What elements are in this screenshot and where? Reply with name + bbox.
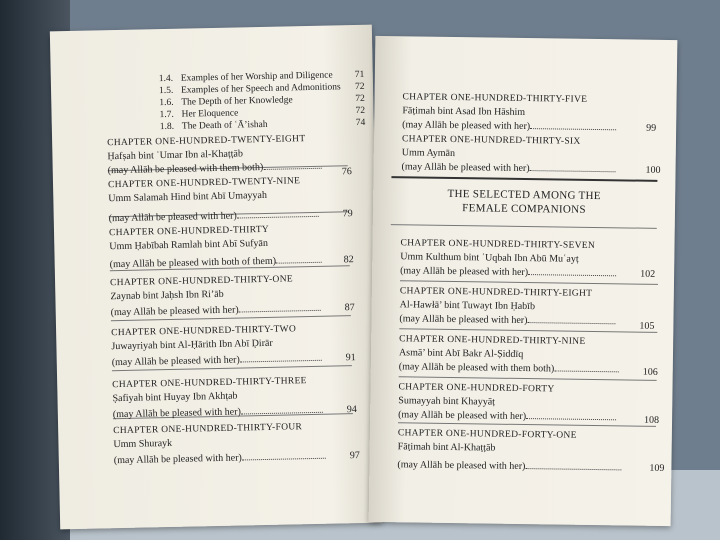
right-page xyxy=(369,36,678,526)
toc-entry-134: CHAPTER ONE-HUNDRED-THIRTY-FOUR Umm Shurayk (may Allāh be pleased with her) 97 xyxy=(113,422,360,467)
left-page xyxy=(50,25,382,530)
toc-entry-139: CHAPTER ONE-HUNDRED-THIRTY-NINE Asmā’ bint Abī Bakr Al-Ṣiddīq (may Allāh be pleased with them both) 106 xyxy=(398,334,658,378)
section-title: THE SELECTED AMONG THE FEMALE COMPANIONS xyxy=(447,187,601,216)
toc-entry-132: CHAPTER ONE-HUNDRED-THIRTY-TWO Juwayriyah bint Al-Ḥārith Ibn Abī Ḍirār (may Allāh be pleased with her) 91 xyxy=(111,324,356,369)
subsection-1-4: 1.4. Examples of her Worship and Diligence 71 xyxy=(158,69,365,85)
section-rule-top xyxy=(391,176,657,182)
toc-entry-140: CHAPTER ONE-HUNDRED-FORTY Sumayyah bint Khayyāṭ (may Allāh be pleased with her) 108 xyxy=(398,382,660,426)
toc-entry-131: CHAPTER ONE-HUNDRED-THIRTY-ONE Zaynab bint Jaḥsh Ibn Ri’āb (may Allāh be pleased with her) 87 xyxy=(110,274,355,319)
toc-entry-138: CHAPTER ONE-HUNDRED-THIRTY-EIGHT Al-Hawłā’ bint Tuwayt Ibn Ḥabīb (may Allāh be pleased with her) 105 xyxy=(399,286,655,332)
section-rule-bottom xyxy=(391,224,657,229)
toc-entry-133: CHAPTER ONE-HUNDRED-THIRTY-THREE Ṣafiyah bint Huyay Ibn Akhṭab (may Allāh be pleased with her) 94 xyxy=(112,376,357,421)
subsection-1-8: 1.8. The Death of ʿĀ’ishah 74 xyxy=(159,117,366,133)
toc-entry-137: CHAPTER ONE-HUNDRED-THIRTY-SEVEN Umm Kulthum bint ʿUqbah Ibn Abū Muʿayṭ (may Allāh be pleased with her) 102 xyxy=(400,238,656,280)
toc-entry-141: CHAPTER ONE-HUNDRED-FORTY-ONE Fāṭimah bint Al-Khaṭṭāb (may Allāh be pleased with her) 109 xyxy=(397,428,665,474)
subsection-1-7: 1.7. Her Eloquence 72 xyxy=(159,105,366,121)
toc-entry-128: CHAPTER ONE-HUNDRED-TWENTY-EIGHT Ḥafṣah bint ʿUmar Ibn al-Khaṭṭāb (may Allāh be pleased with them both) 76 xyxy=(107,134,352,178)
toc-entry-136: CHAPTER ONE-HUNDRED-THIRTY-SIX Umm Aymān (may Allāh be pleased with her) 100 xyxy=(401,134,661,176)
subsection-1-5: 1.5. Examples of her Speech and Admonitions 72 xyxy=(158,81,365,97)
toc-entry-129: CHAPTER ONE-HUNDRED-TWENTY-NINE Umm Salamah Hind bint Abī Umayyah (may Allāh be pleased with her) 79 xyxy=(107,176,353,225)
toc-entry-130: CHAPTER ONE-HUNDRED-THIRTY Umm Ḥabībah Ramlah bint Abī Sufyān (may Allāh be pleased with both of them) 82 xyxy=(108,224,354,271)
subsection-1-6: 1.6. The Depth of her Knowledge 72 xyxy=(159,93,365,109)
toc-entry-135: CHAPTER ONE-HUNDRED-THIRTY-FIVE Fāṭimah bint Asad Ibn Hāshim (may Allāh be pleased with her) 99 xyxy=(402,92,657,134)
